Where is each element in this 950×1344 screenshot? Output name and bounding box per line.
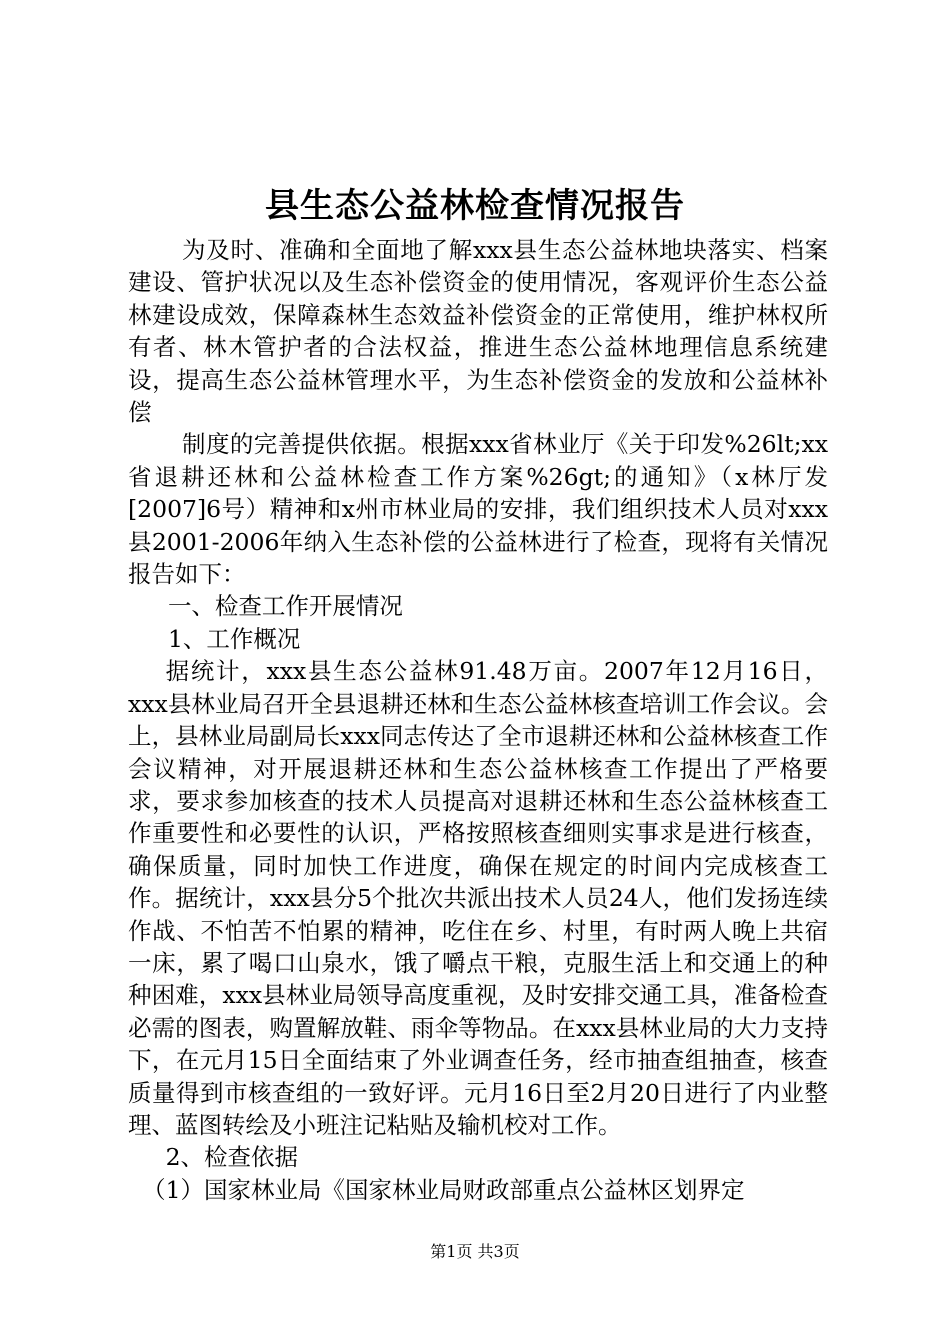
page-number-footer: 第1页 共3页 xyxy=(430,1242,520,1261)
paragraph-basis: 制度的完善提供依据。根据xxx省林业厅《关于印发%26lt;xx省退耕还林和公益林检查工作方案%26gt;的通知》（x林厅发[2007]6号）精神和x州市林业局的安排，我们组织技术人员对xxx县2001-2006年纳入生态补偿的公益林进行了检查，现将有关情况报告如下： xyxy=(128,430,828,589)
subsection-heading-1-2: 2、检查依据 xyxy=(165,1143,299,1172)
subsection-heading-1-1: 1、工作概况 xyxy=(167,624,301,653)
document-title: 县生态公益林检查情况报告 xyxy=(265,186,685,226)
section-heading-1: 一、检查工作开展情况 xyxy=(167,592,403,621)
list-item-basis-1: （1）国家林业局《国家林业局财政部重点公益林区划界定 xyxy=(142,1175,745,1204)
document-body xyxy=(128,234,828,1206)
paragraph-intro: 为及时、准确和全面地了解xxx县生态公益林地块落实、档案建设、管护状况以及生态补偿资金的使用情况，客观评价生态公益林建设成效，保障森林生态效益补偿资金的正常使用，维护林权所有者、林木管护者的合法权益，推进生态公益林地理信息系统建设，提高生态公益林管理水平，为生态补偿资金的发放和公益林补偿 xyxy=(128,236,828,427)
paragraph-work-overview: 据统计，xxx县生态公益林91.48万亩。2007年12月16日，xxx县林业局召开全县退耕还林和生态公益林核查培训工作会议。会上，县林业局副局长xxx同志传达了全市退耕还林和公益林核查工作会议精神，对开展退耕还林和生态公益林核查工作提出了严格要求，要求参加核查的技术人员提高对退耕还林和生态公益林核查工作重要性和必要性的认识，严格按照核查细则实事求是进行核查，确保质量，同时加快工作进度，确保在规定的时间内完成核查工作。据统计，xxx县分5个批次共派出技术人员24人，他们发扬连续作战、不怕苦不怕累的精神，吃住在乡、村里，有时两人晚上共宿一床，累了喝口山泉水，饿了嚼点干粮，克服生活上和交通上的种种困难，xxx县林业局领导高度重视，及时安排交通工具，准备检查必需的图表，购置解放鞋、雨伞等物品。在xxx县林业局的大力支持下，在元月15日全面结束了外业调查任务，经市抽查组抽查，核查质量得到市核查组的一致好评。元月16日至2月20日进行了内业整理、蓝图转绘及小班注记粘贴及输机校对工作。 xyxy=(128,657,828,1139)
